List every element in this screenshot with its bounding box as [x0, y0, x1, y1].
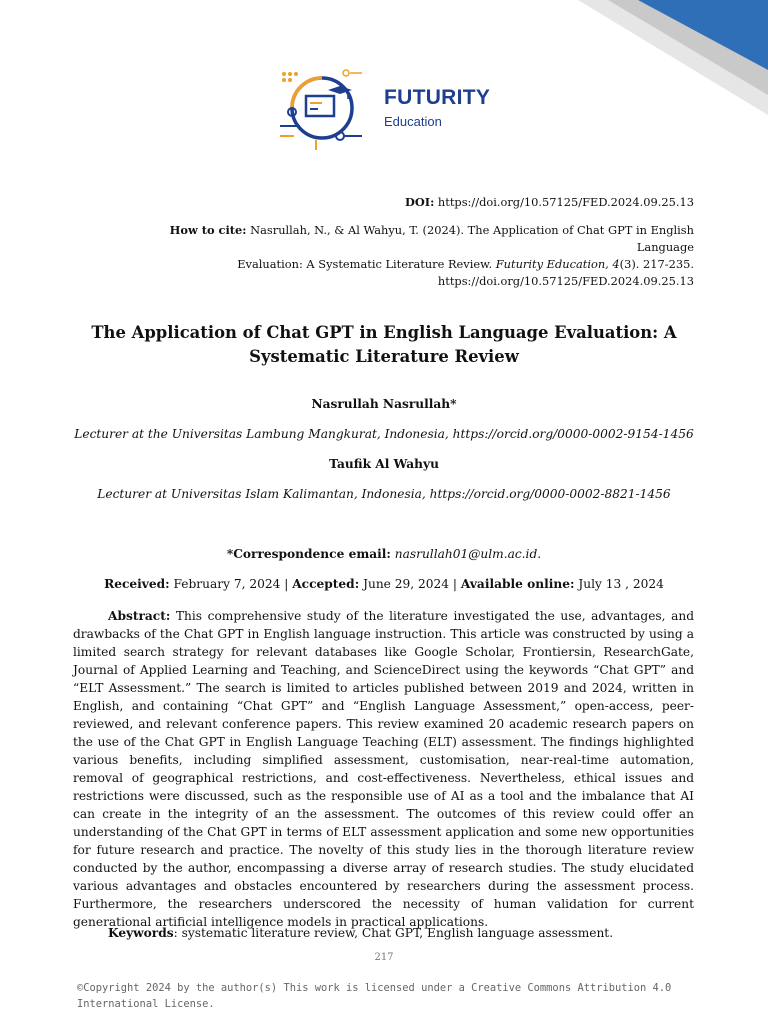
- paper-title: The Application of Chat GPT in English Language Evaluation: A Systematic Literature Review: [91, 323, 677, 366]
- keywords-label: Keywords: [108, 926, 174, 940]
- cite-label: How to cite:: [169, 223, 247, 237]
- abstract: [73, 607, 694, 931]
- futurity-logo: [276, 66, 506, 152]
- doi-link[interactable]: https://doi.org/10.57125/FED.2024.09.25.13: [437, 195, 694, 209]
- doi-line: [405, 194, 694, 211]
- cite-doi-link[interactable]: https://doi.org/10.57125/FED.2024.09.25.13: [437, 274, 694, 288]
- accepted-label: Accepted:: [292, 577, 360, 591]
- correspondence-label: *Correspondence email:: [226, 547, 391, 561]
- date-separator: |: [284, 577, 289, 591]
- author-2-name: Taufik Al Wahyu: [329, 457, 439, 471]
- doi-label: DOI:: [404, 195, 435, 209]
- abstract-label: Abstract:: [108, 609, 171, 623]
- keywords-text: : systematic literature review, Chat GPT, English language assessment.: [173, 926, 614, 940]
- date-separator: |: [452, 577, 458, 591]
- logo-wordmark: FUTURITY: [384, 86, 491, 109]
- cite-journal: Futurity Education,: [495, 257, 609, 271]
- accepted-date: June 29, 2024: [363, 577, 450, 591]
- logo-subtitle: Education: [384, 114, 442, 129]
- education-logo-icon: [276, 66, 376, 152]
- cite-volume: 4: [612, 257, 620, 271]
- received-date: February 7, 2024: [173, 577, 281, 591]
- author-1-name: Nasrullah Nasrullah*: [311, 397, 457, 411]
- author-2-affiliation: Lecturer at Universitas Islam Kalimantan, Indonesia, https://orcid.org/0000-0002-8821-1456: [97, 487, 671, 501]
- copyright-notice: [77, 980, 677, 1012]
- author-1-affiliation: Lecturer at the Universitas Lambung Mangkurat, Indonesia, https://orcid.org/0000-0002-9154-1456: [74, 427, 694, 441]
- license-link[interactable]: International License.: [77, 998, 215, 1010]
- cite-line2: Evaluation: A Systematic Literature Review.: [237, 257, 493, 271]
- online-date: July 13 , 2024: [578, 577, 664, 591]
- cite-issue-pages: (3). 217-235.: [619, 257, 694, 271]
- received-label: Received:: [104, 577, 170, 591]
- copyright-line1: ©Copyright 2024 by the author(s) This work is licensed under a Creative Commons Attribution 4.0: [77, 982, 672, 994]
- correspondence-email[interactable]: nasrullah01@ulm.ac.id.: [394, 547, 542, 561]
- page-number: 217: [374, 952, 394, 963]
- cite-line1: Nasrullah, N., & Al Wahyu, T. (2024). The Application of Chat GPT in English Language: [250, 223, 694, 254]
- dates-line: [0, 577, 768, 591]
- keywords-line: [108, 926, 613, 940]
- online-label: Available online:: [460, 577, 575, 591]
- corner-decoration: [578, 0, 768, 115]
- abstract-text: This comprehensive study of the literature investigated the use, advantages, and drawbacks of the Chat GPT in English language instruction. This article was constructed by using a limited search strategy for relevant databases like Google Scholar, Frontiersin, ResearchGate, Journal of Applied Learning and Teaching, and ScienceDirect using the keywords “Chat GPT” and “ELT Assessment.” The search is limited to articles published between 2019 and 2024, written in English, and containing “Chat GPT” and “English Language Assessment,” open-access, peer-reviewed, and relevant conference papers. This review examined 20 academic research papers on the use of the Chat GPT in English Language Teaching (ELT) assessment. The findings highlighted various benefits, including simplified assessment, customisation, near-real-time automation, removal of geographical restrictions, and cost-effectiveness. Nevertheless, ethical issues and restrictions were discussed, such as the responsible use of AI as a tool and the imbalance that AI can create in the integrity of an the assessment. The outcomes of this review could offer an understanding of the Chat GPT in terms of ELT assessment application and some new opportunities for future research and practice. The novelty of this study lies in the thorough literature review conducted by the author, encompassing a diverse array of research studies. The study elucidated various advantages and obstacles encountered by researchers during the assessment process. Furthermore, the researchers underscored the necessity of human validation for current generational artificial intelligence models in practical applications.: [73, 609, 695, 929]
- citation-block: [134, 222, 694, 290]
- correspondence-line: [0, 547, 768, 561]
